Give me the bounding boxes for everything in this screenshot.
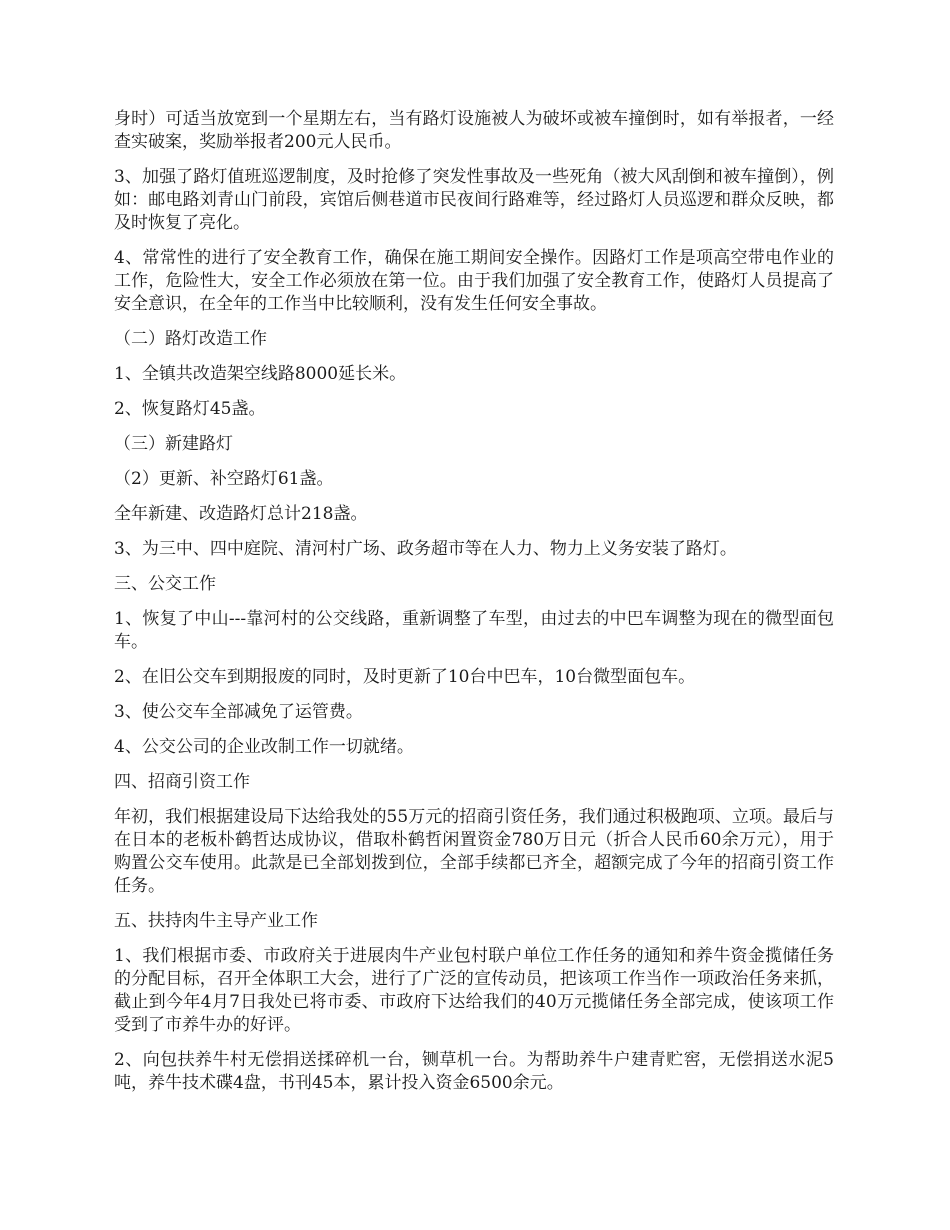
paragraph: 年初，我们根据建设局下达给我处的55万元的招商引资任务，我们通过积极跑项、立项。最后与在日本的老板朴鹤哲达成协议，借取朴鹤哲闲置资金780万日元（折合人民币60余万元），用于购置公交车使用。此款是已全部划拨到位，全部手续都已齐全，超额完成了今年的招商引资工作任务。 xyxy=(114,807,834,896)
paragraph: 3、加强了路灯值班巡逻制度，及时抢修了突发性事故及一些死角（被大风刮倒和被车撞倒），例如：邮电路刘青山门前段，宾馆后侧巷道市民夜间行路难等，经过路灯人员巡逻和群众反映，都及时恢复了亮化。 xyxy=(114,167,834,233)
section-heading: 五、扶持肉牛主导产业工作 xyxy=(114,911,318,931)
paragraph: 2、恢复路灯45盏。 xyxy=(114,399,266,419)
paragraph: 全年新建、改造路灯总计218盏。 xyxy=(114,504,368,524)
paragraph: 2、向包扶养牛村无偿捐送揉碎机一台，铡草机一台。为帮助养牛户建青贮窖，无偿捐送水泥5吨，养牛技术碟4盘，书刊45本，累计投入资金6500余元。 xyxy=(114,1050,834,1093)
paragraph: 1、我们根据市委、市政府关于进展肉牛产业包村联户单位工作任务的通知和养牛资金揽储任务的分配目标，召开全体职工大会，进行了广泛的宣传动员，把该项工作当作一项政治任务来抓，截止到今年4月7日我处已将市委、市政府下达给我们的40万元揽储任务全部完成，使该项工作受到了市养牛办的好评。 xyxy=(114,946,834,1035)
paragraph: 1、恢复了中山---靠河村的公交线路，重新调整了车型，由过去的中巴车调整为现在的微型面包车。 xyxy=(114,609,834,652)
paragraph: 1、全镇共改造架空线路8000延长米。 xyxy=(114,364,407,384)
paragraph: 身时）可适当放宽到一个星期左右，当有路灯设施被人为破坏或被车撞倒时，如有举报者，一经查实破案，奖励举报者200元人民币。 xyxy=(114,109,834,152)
paragraph: 3、使公交车全部减免了运管费。 xyxy=(114,702,363,722)
document-body xyxy=(114,108,834,1107)
paragraph: 2、在旧公交车到期报废的同时，及时更新了10台中巴车，10台微型面包车。 xyxy=(114,667,696,687)
section-heading: （三）新建路灯 xyxy=(114,434,233,454)
section-heading: （二）路灯改造工作 xyxy=(114,329,267,349)
section-heading: 四、招商引资工作 xyxy=(114,772,250,792)
paragraph: 3、为三中、四中庭院、清河村广场、政务超市等在人力、物力上义务安装了路灯。 xyxy=(114,539,737,559)
paragraph: 4、公交公司的企业改制工作一切就绪。 xyxy=(114,737,414,757)
paragraph: 4、常常性的进行了安全教育工作，确保在施工期间安全操作。因路灯工作是项高空带电作业的工作，危险性大，安全工作必须放在第一位。由于我们加强了安全教育工作，使路灯人员提高了安全意识，在全年的工作当中比较顺利，没有发生任何安全事故。 xyxy=(114,248,834,314)
paragraph: （2）更新、补空路灯61盏。 xyxy=(114,469,334,489)
section-heading: 三、公交工作 xyxy=(114,574,216,594)
